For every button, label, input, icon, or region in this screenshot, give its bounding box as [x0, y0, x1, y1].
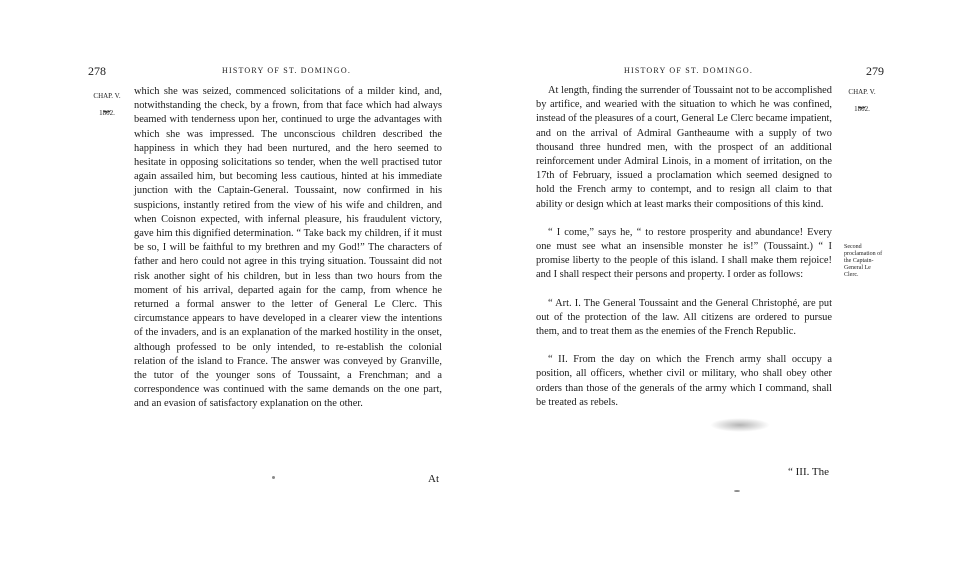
page-number: 279 [866, 64, 884, 78]
right-page [490, 0, 980, 569]
chapter-year: 1802. [99, 109, 115, 117]
ink-smudge [710, 418, 770, 432]
paragraph: “ I come,” says he, “ to restore prosperity and abundance! Every one must see what an insensible monster he is!” (Toussaint.) “ I promise liberty to the people of this island. I shall make them rejoice! and I shall respect their persons and property. I order as follows: [536, 226, 832, 281]
paragraph: “ II. From the day on which the French army shall occupy a position, all officers, whether civil or military, who shall obey other orders than those of the generals of the army which I command, shall be treated as rebels. [536, 354, 832, 408]
chapter-label: CHAP. V. [93, 92, 121, 100]
chapter-margin-note [88, 92, 126, 118]
brace-icon: ⏟ [103, 98, 111, 112]
body-text [134, 85, 442, 426]
chapter-label: CHAP. V. [848, 88, 876, 96]
brace-icon: ⏟ [858, 94, 866, 108]
paragraph: “ Art. I. The General Toussaint and the General Christophé, are put out of the protection of the law. All citizens are ordered to pursue them, and to treat them as the enemies of the French Republic. [536, 297, 832, 338]
catchword: At [428, 473, 439, 485]
catchword: “ III. The [788, 466, 830, 478]
chapter-year: 1802. [854, 105, 870, 113]
running-head: HISTORY OF ST. DOMINGO. [624, 66, 754, 75]
chapter-margin-note [840, 88, 884, 114]
paragraph: which she was seized, commenced solicitations of a milder kind, and, notwithstanding the check, by a frown, from that face which had always beamed with tenderness upon her, continued to urge the advantages with which she was impressed. The unconscious children described the happiness in which they had been nurtured, and the hero seemed to hesitate in opposing solicitations so tender, when the well practised tutor again assailed him, but becoming less cautious, hinted at his immediate junction with the Captain-General. Toussaint, now confirmed in his suspicions, instantly retired from the view of his wife and children, and when Coisnon expected, with infernal pleasure, his fraudulent victory, gave him this dignified determination. “ Take back my children, if it must be so, I will be faithful to my brethren and my God!” The characters of father and hero could not agree in this trying situation. Toussaint did not risk another sight of his children, but in less than two hours from the moment of his arrival, departed again for the camp, from whence he returned a formal answer to the letter of General Le Clerc. This circumstance appears to have developed in a clearer view the intentions of the invaders, and is an explanation of the marked hostility in the onset, although professed to be only intended, to re-establish the colonial relation of the island to France. The answer was conveyed by Granville, the tutor of the younger sons of Toussaint, a Frenchman; and a correspondence was continued with the same demands on the one part, and an evasion of satisfactory explanation on the other. [134, 86, 442, 410]
paper-speck [272, 476, 275, 479]
paragraph: At length, finding the surrender of Toussaint not to be accomplished by artifice, and wearied with the situation to which he was confined, instead of the pleasures of a court, General Le Clerc became impatient, and on the arrival of Admiral Gantheaume with a supply of two thousand three hundred men, with the prospect of an additional reinforcement under Admiral Linois, in a moment of irritation, on the 17th of February, issued a proclamation which seemed designed to hold the French army to contempt, and to resign all claim to that ability or design which at least marks their compositions of this kind. [536, 85, 832, 210]
paper-speck [734, 490, 740, 492]
side-note: Second proclamation of the Captain-General Le Clerc. [844, 244, 883, 278]
running-head: HISTORY OF ST. DOMINGO. [222, 66, 352, 75]
page-number: 278 [88, 64, 106, 78]
body-text [536, 84, 832, 424]
